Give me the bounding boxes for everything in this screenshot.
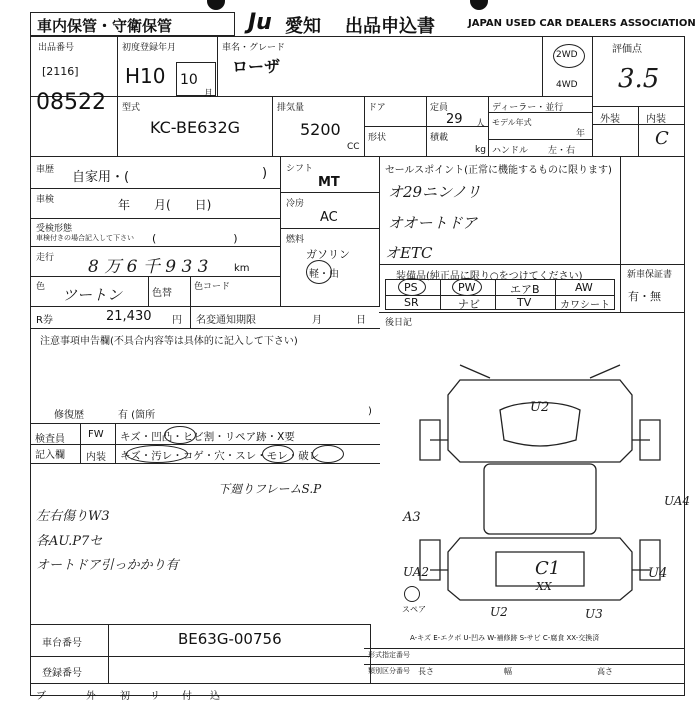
notice-month: 月: [312, 315, 322, 326]
load-label: 積載: [430, 133, 449, 143]
sales-line: オETC: [385, 244, 433, 262]
ju-logo: Ju: [248, 10, 272, 35]
circle-mark: [452, 278, 482, 296]
capacity-label: 定員: [430, 103, 449, 113]
warranty-label: 新車保証書: [627, 270, 673, 280]
fuel-other: 軽・由: [309, 269, 339, 280]
color-change-label: 色替: [152, 288, 172, 299]
punch-hole-right: [470, 0, 488, 10]
footer-item: 込: [210, 691, 220, 702]
displacement-value: 5200: [300, 120, 341, 139]
inspector-label-1: 検査員: [35, 434, 65, 445]
hand-note: 左右傷りW3: [36, 509, 110, 524]
lot-number: 08522: [36, 90, 106, 115]
inspection-label: 車検: [36, 195, 55, 205]
diagram-mark: UA4: [664, 494, 691, 508]
footer-item: ブ: [36, 691, 46, 702]
diagram-mark: C1: [535, 558, 561, 579]
int-row-label: 内装: [86, 452, 106, 463]
hand-note: 各AU.P7セ: [36, 534, 103, 549]
footer-item: 初: [120, 691, 130, 702]
punch-hole-left: [207, 0, 225, 10]
recycle-value: 21,430: [106, 309, 152, 324]
dealer-label: ディーラー・並行: [492, 103, 564, 113]
shape-label: 形状: [368, 133, 387, 143]
spare-tire-icon: [404, 586, 420, 602]
diagram-mark: U4: [648, 566, 668, 581]
circle-mark: [398, 278, 426, 296]
circle-mark: [312, 445, 344, 463]
equip-sr: SR: [404, 296, 419, 309]
lot-label: 出品番号: [38, 43, 75, 53]
sales-label: セールスポイント(正常に機能するものに限ります): [385, 165, 612, 176]
storage-tag-text: 車内保管・守衛保管: [37, 17, 173, 35]
diagram-mark: UA2: [403, 565, 430, 579]
model-value: KC-BE632G: [150, 118, 241, 137]
handle-label: ハンドル: [492, 146, 529, 156]
first-reg-month: 10: [180, 72, 198, 88]
int-items: キズ・汚レ・コゲ・穴・スレ・モレ・破レ: [120, 450, 320, 462]
shift-value: MT: [318, 175, 340, 190]
rear-note-label: 後日記: [385, 318, 413, 328]
footer-item: 外: [86, 691, 96, 702]
equip-tv: TV: [517, 296, 532, 309]
diagram-mark: XX: [536, 580, 552, 593]
form-title: 出品申込書: [345, 16, 435, 37]
first-reg-month-unit: 月: [204, 89, 214, 99]
equip-airbag: エアB: [510, 283, 540, 296]
year-unit: 年: [576, 129, 586, 139]
history-close: ): [262, 166, 268, 181]
color-value: ツートン: [62, 286, 123, 304]
handle-opts: 左・右: [548, 146, 576, 156]
reg-label: 登録番号: [42, 668, 82, 679]
circle-mark: [164, 426, 196, 444]
model-year-label: モデル年式: [492, 118, 532, 127]
equip-aw: AW: [575, 281, 593, 294]
footer-item: リ: [150, 691, 160, 702]
first-reg-era: H10: [125, 64, 166, 88]
mileage-label: 走行: [36, 253, 55, 263]
equipment-label: 装備品(純正品に限り○をつけてください): [396, 271, 583, 282]
repair-value: 有 (箇所: [118, 410, 156, 421]
spare-label: スペア: [402, 605, 426, 614]
sales-line: オ29ニンノリ: [388, 183, 481, 201]
capacity-value: 29: [446, 112, 463, 127]
fw-label: FW: [88, 429, 104, 440]
drive-2wd: 2WD: [556, 50, 578, 60]
warranty-value: 有・無: [628, 290, 661, 303]
door-label: ドア: [368, 103, 386, 113]
history-value: 自家用・(: [72, 170, 130, 185]
recycle-label: R券: [36, 315, 53, 326]
score-value: 3.5: [618, 64, 660, 94]
association-name: JAPAN USED CAR DEALERS ASSOCIATION: [468, 18, 696, 29]
chassis-label: 車台番号: [42, 638, 82, 649]
hand-note: 下廻りフレームS.P: [218, 482, 322, 496]
chassis-value: BE63G-00756: [178, 630, 282, 648]
model-label: 型式: [122, 103, 141, 113]
equip-navi: ナビ: [458, 298, 480, 311]
score-label: 評価点: [612, 44, 642, 55]
displacement-unit: CC: [347, 142, 360, 152]
equip-ps: PS: [404, 281, 418, 294]
circle-mark: [262, 445, 294, 463]
color-code-label: 色コード: [194, 282, 231, 292]
load-unit: kg: [475, 145, 486, 155]
equip-pw: PW: [458, 281, 476, 294]
notice-label: 名変通知期限: [196, 315, 256, 326]
class-number-label: 類別区分番号: [368, 667, 410, 675]
color-label: 色: [36, 282, 46, 292]
sales-line: オオートドア: [388, 214, 478, 232]
pending-paren: ( ): [152, 232, 238, 245]
height-label: 高さ: [597, 667, 613, 676]
fw-items: キズ・凹凸・ヒビ割・リペア跡・X要: [120, 431, 295, 443]
fuel-label: 燃料: [286, 235, 305, 245]
width-label: 幅: [504, 667, 512, 676]
circle-mark: [126, 445, 188, 463]
pending-label: 受検形態: [36, 224, 73, 234]
ext-label: 外装: [600, 114, 620, 125]
car-name-value: ローザ: [232, 57, 281, 76]
diagram-mark: U2: [530, 400, 550, 415]
drive-4wd: 4WD: [556, 80, 578, 90]
hand-note: オートドア引っかかり有: [36, 558, 179, 573]
first-reg-label: 初度登録年月: [122, 43, 177, 53]
length-label: 長さ: [418, 667, 434, 676]
int-value: C: [655, 128, 669, 149]
lot-sub: [2116]: [42, 65, 79, 78]
int-label: 内装: [646, 114, 666, 125]
diagram-mark: U2: [490, 605, 508, 619]
pending-note: 車検付きの場合記入して下さい: [36, 234, 134, 242]
recycle-unit: 円: [172, 315, 182, 326]
mileage-value: 8 万 6 千 9 3 3: [88, 257, 209, 277]
footer-item: 付: [182, 691, 192, 702]
diagram-mark: A3: [403, 510, 421, 525]
repair-label: 修復歴: [54, 410, 84, 421]
aircon-value: AC: [320, 210, 338, 225]
inspection-value: 年 月( 日): [118, 198, 212, 212]
org-name: 愛知: [285, 16, 321, 37]
repair-close: ): [368, 406, 372, 417]
car-name-label: 車名・グレード: [222, 43, 286, 53]
history-label: 車歴: [36, 165, 55, 175]
displacement-label: 排気量: [277, 103, 305, 113]
capacity-unit: 人: [476, 119, 486, 129]
storage-tag: [30, 12, 235, 36]
shape-number-label: 形式指定番号: [368, 651, 410, 659]
diagram-mark: U3: [585, 607, 603, 621]
aircon-label: 冷房: [286, 199, 305, 209]
notice-day: 日: [356, 315, 366, 326]
inspector-label-2: 記入欄: [35, 450, 65, 461]
fuel-value: ガソリン: [306, 248, 350, 261]
shift-label: シフト: [286, 164, 314, 174]
notes-label: 注意事項申告欄(不具合内容等は具体的に記入して下さい): [40, 336, 298, 347]
diagram-legend: A-キズ E-エクボ U-凹み W-補修跡 S-サビ C-腐食 XX-交換済: [410, 634, 600, 642]
mileage-unit: km: [234, 263, 250, 274]
equip-seat: カワシート: [560, 300, 610, 311]
